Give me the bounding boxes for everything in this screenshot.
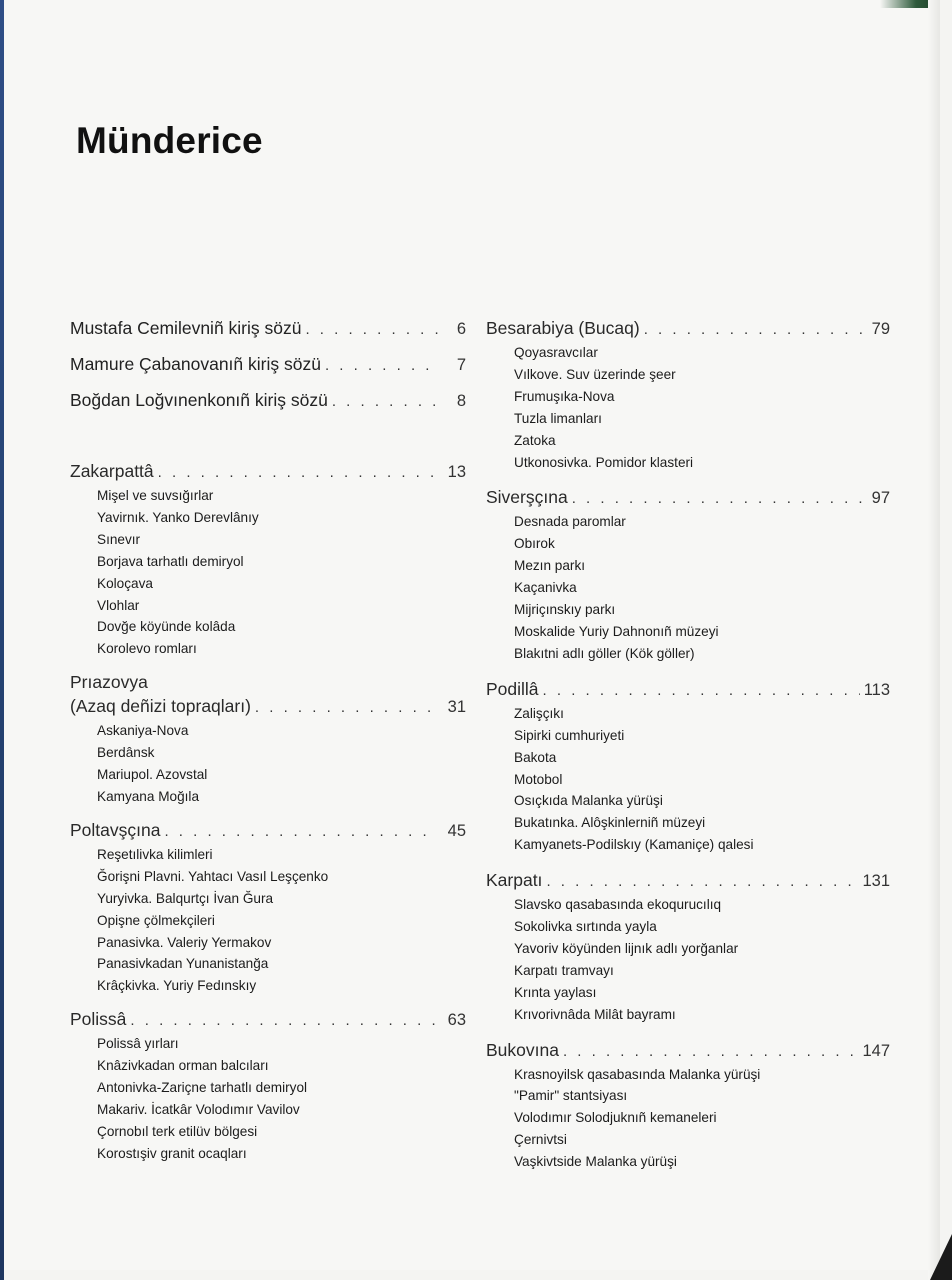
toc-section-title: Besarabiya (Bucaq) [486, 318, 640, 338]
toc-leader-dots [543, 682, 860, 699]
toc-subentry[interactable]: Dovğe köyünde kolâda [97, 619, 236, 635]
toc-subentry[interactable]: Moskalide Yuriy Dahnonıñ müzeyi [514, 623, 719, 639]
toc-section-title: Poltavşçına [70, 819, 161, 840]
toc-leader-dots [255, 699, 438, 716]
toc-leader-dots [158, 464, 438, 481]
toc-subentry[interactable]: Mezın parkı [514, 558, 586, 574]
toc-subentry[interactable]: Osıçkıda Malanka yürüşi [514, 793, 663, 809]
toc-subentry[interactable]: Krınta yaylası [514, 984, 597, 1000]
toc-page-number: 131 [862, 872, 890, 891]
toc-subentry[interactable]: Berdânsk [97, 745, 155, 761]
toc-page-number: 8 [456, 392, 466, 410]
toc-subentry-list [486, 894, 890, 1025]
toc-subentry[interactable]: Mişel ve suvsığırlar [97, 488, 214, 503]
toc-subentry[interactable]: Panasivka. Valeriy Yermakov [97, 934, 272, 950]
toc-section-heading[interactable] [70, 672, 466, 720]
toc-page-number: 147 [862, 1041, 890, 1060]
toc-subentry[interactable]: Askaniya-Nova [97, 723, 189, 739]
toc-section-heading[interactable] [486, 679, 890, 703]
toc-subentry[interactable]: Qoyasravcılar [514, 345, 598, 360]
toc-subentry[interactable]: Koloçava [97, 575, 153, 591]
toc-intro-entry[interactable] [70, 354, 466, 390]
toc-subentry[interactable]: Mariupol. Azovstal [97, 767, 208, 783]
toc-subentry[interactable]: Yavoriv köyünden lijnık adlı yorğanlar [514, 940, 739, 956]
toc-section-title: Podillâ [486, 678, 539, 699]
toc-section-polissia [70, 1009, 466, 1164]
toc-subentry[interactable]: Tuzla limanları [514, 410, 602, 426]
toc-subentry[interactable]: Krâçkivka. Yuriy Fedınskıy [97, 978, 257, 994]
toc-subentry-list [70, 844, 466, 997]
toc-page-number: 79 [871, 320, 890, 338]
toc-left-column [70, 318, 466, 1165]
toc-subentry[interactable]: Obırok [514, 536, 555, 552]
toc-leader-dots [644, 321, 862, 338]
toc-subentry[interactable]: Makariv. İcatkâr Volodımır Vavilov [97, 1101, 300, 1117]
toc-page-number: 6 [456, 320, 466, 338]
toc-subentry[interactable]: Slavsko qasabasında ekoqurucılıq [514, 897, 722, 913]
toc-subentry[interactable]: Reşetılivka kilimleri [97, 846, 213, 862]
toc-section-heading[interactable] [486, 870, 890, 894]
toc-subentry-list [486, 1064, 890, 1174]
toc-subentry-list [70, 720, 466, 808]
toc-leader-dots [305, 321, 438, 338]
toc-section-heading[interactable] [70, 461, 466, 485]
toc-section-title: (Azaq deñizi topraqları) [70, 696, 251, 717]
toc-subentry[interactable]: Karpatı tramvayı [514, 962, 614, 978]
toc-subentry[interactable]: Sınevır [97, 531, 141, 547]
toc-subentry[interactable]: Ğorişni Plavni. Yahtacı Vasıl Leşçenko [97, 868, 329, 884]
toc-subentry[interactable]: Mijriçınskıy parkı [514, 602, 616, 618]
toc-section-poltavschyna [70, 820, 466, 997]
toc-leader-dots [164, 823, 438, 840]
toc-page-number: 113 [863, 680, 890, 699]
toc-subentry[interactable]: Krasnoyilsk qasabasında Malanka yürüşi [514, 1066, 761, 1082]
toc-subentry[interactable]: Panasivkadan Yunanistanğa [97, 956, 269, 972]
toc-section-karpaty [486, 870, 890, 1025]
toc-leader-dots [572, 490, 862, 507]
toc-subentry[interactable]: Zatoka [514, 432, 556, 448]
toc-subentry[interactable]: Zalişçıkı [514, 705, 564, 721]
toc-section-besarabiya [486, 318, 890, 473]
toc-subentry[interactable]: Vılkove. Suv üzerinde şeer [514, 366, 676, 382]
toc-subentry[interactable]: Kamyanets-Podilskıy (Kamaniçe) qalesi [514, 837, 754, 853]
toc-subentry[interactable]: Vaşkivtside Malanka yürüşi [514, 1154, 677, 1170]
toc-subentry[interactable]: Bukatınka. Alôşkinlerniñ müzeyi [514, 815, 706, 831]
toc-section-title: Karpatı [486, 870, 543, 891]
toc-entry-title: Boğdan Loğvınenkonıñ kiriş sözü [70, 390, 328, 410]
toc-leader-dots [563, 1043, 859, 1060]
toc-intro-entry[interactable] [70, 318, 466, 354]
cover-edge-left [0, 0, 4, 1280]
toc-section-title: Bukovına [486, 1039, 559, 1060]
toc-subentry[interactable]: Borjava tarhatlı demiryol [97, 553, 244, 569]
toc-subentry[interactable]: Desnada paromlar [514, 514, 626, 530]
toc-subentry-list [486, 703, 890, 856]
toc-subentry[interactable]: Krıvorivnâda Milât bayramı [514, 1006, 676, 1022]
toc-subentry[interactable]: Volodımır Solodjuknıñ kemaneleri [514, 1110, 717, 1126]
toc-section-podillia [486, 679, 890, 856]
toc-subentry-list [486, 342, 890, 473]
toc-subentry[interactable]: Korolevo romları [97, 641, 197, 657]
page-title: Münderice [76, 120, 263, 161]
toc-subentry[interactable]: Korostışiv granit ocaqları [97, 1145, 247, 1161]
toc-page-number: 31 [447, 698, 466, 717]
toc-section-bukovyna [486, 1040, 890, 1174]
toc-section-title-line1: Prıazovya [70, 672, 148, 693]
toc-subentry[interactable]: Frumuşıka-Nova [514, 388, 615, 404]
toc-subentry-list [486, 511, 890, 664]
toc-entry-title: Mustafa Cemilevniñ kiriş sözü [70, 318, 302, 338]
toc-subentry[interactable]: Yavirnık. Yanko Derevlânıy [97, 509, 259, 525]
toc-section-title: Polissâ [70, 1009, 127, 1030]
toc-section-title: Zakarpattâ [70, 461, 154, 481]
toc-page-number: 97 [871, 489, 890, 508]
toc-leader-dots [325, 357, 438, 374]
toc-leader-dots [130, 1012, 438, 1029]
toc-page-number: 13 [447, 463, 466, 481]
toc-section-heading[interactable] [486, 1040, 890, 1064]
toc-subentry[interactable]: Sipirki cumhuriyeti [514, 727, 625, 743]
toc-page-number: 45 [447, 821, 466, 840]
toc-right-column [486, 318, 890, 1173]
toc-subentry[interactable]: Motobol [514, 771, 563, 787]
toc-subentry[interactable]: Çernivtsi [514, 1132, 567, 1148]
toc-section-siverschyna [486, 487, 890, 664]
toc-intro-entry[interactable] [70, 390, 466, 426]
toc-subentry[interactable]: Yuryivka. Balqurtçı İvan Ğura [97, 890, 274, 906]
toc-subentry[interactable]: "Pamir" stantsiyası [514, 1088, 628, 1104]
toc-subentry[interactable]: Blakıtni adlı göller (Kök göller) [514, 645, 695, 661]
toc-section-zakarpatta [70, 461, 466, 660]
toc-subentry-list [70, 1033, 466, 1164]
toc-subentry[interactable]: Utkonosivka. Pomidor klasteri [514, 454, 694, 470]
toc-section-heading[interactable] [70, 1009, 466, 1033]
page-edge-right [928, 0, 940, 1280]
toc-subentry[interactable]: Knâzivkadan orman balcıları [97, 1058, 269, 1074]
toc-page-number: 7 [456, 356, 466, 374]
toc-subentry-list [70, 485, 466, 660]
toc-section-heading[interactable] [70, 820, 466, 844]
toc-leader-dots [332, 393, 438, 410]
toc-entry-title: Mamure Çabanovanıñ kiriş sözü [70, 354, 321, 374]
toc-subentry[interactable]: Bakota [514, 749, 557, 765]
toc-section-heading[interactable] [486, 318, 890, 342]
toc-subentry[interactable]: Kaçanivka [514, 580, 577, 596]
toc-section-priazovya [70, 672, 466, 808]
toc-section-title: Siverşçına [486, 487, 568, 508]
toc-subentry[interactable]: Vlohlar [97, 597, 140, 613]
toc-subentry[interactable]: Çornobıl terk etilüv bölgesi [97, 1123, 258, 1139]
toc-section-heading[interactable] [486, 487, 890, 511]
toc-leader-dots [546, 873, 858, 890]
toc-subentry[interactable]: Polissâ yırları [97, 1036, 179, 1052]
toc-subentry[interactable]: Sokolivka sırtında yayla [514, 919, 657, 935]
toc-subentry[interactable]: Kamyana Moğıla [97, 788, 200, 804]
toc-page-number: 63 [447, 1011, 466, 1030]
toc-subentry[interactable]: Opişne çölmekçileri [97, 912, 215, 928]
toc-subentry[interactable]: Antonivka-Zariçne tarhatlı demiryol [97, 1080, 308, 1096]
